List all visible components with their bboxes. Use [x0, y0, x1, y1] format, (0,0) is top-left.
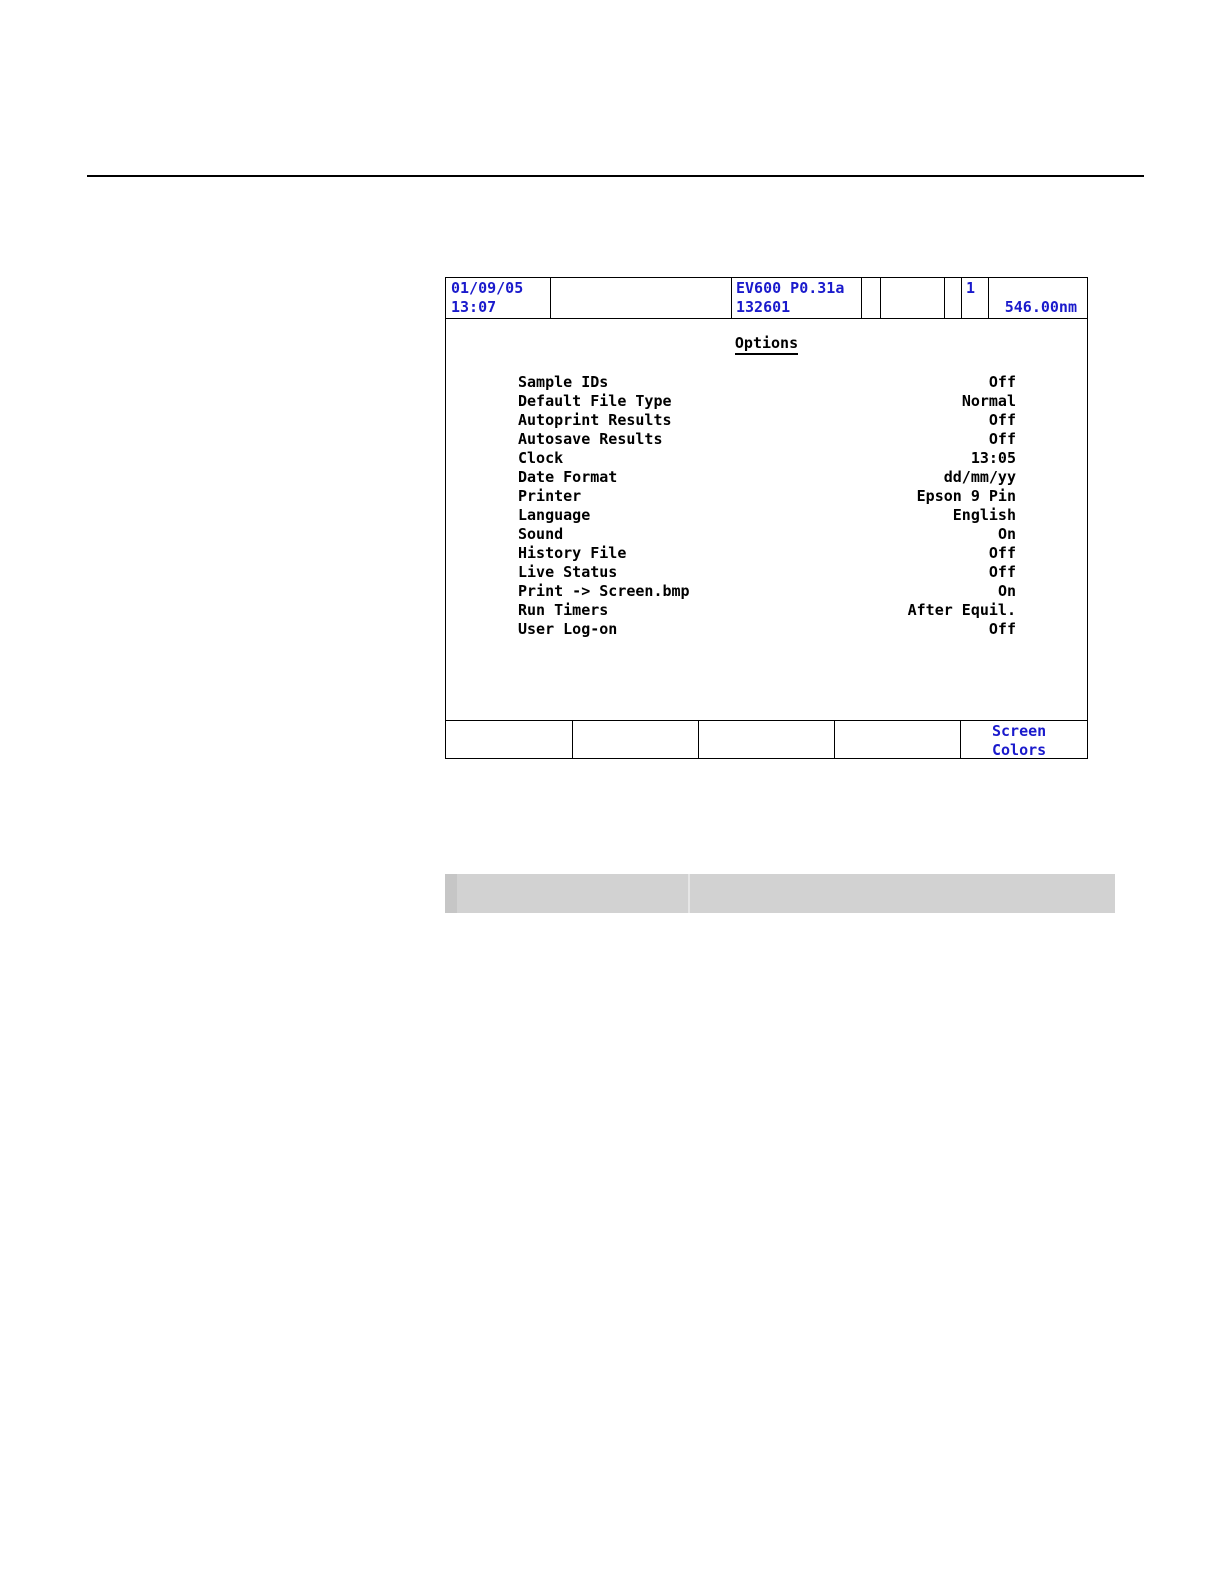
option-label: Sound [518, 525, 564, 543]
header-wavelength-cell [989, 278, 1087, 318]
option-row-history-file[interactable] [518, 544, 1016, 563]
option-value: On [997, 525, 1016, 543]
option-row-clock[interactable] [518, 449, 1016, 468]
header-date: 01/09/05 [451, 279, 524, 297]
page-title [446, 334, 1087, 352]
softkey-3[interactable] [699, 721, 835, 758]
header-cell-number [962, 278, 989, 318]
header-instrument-version: EV600 P0.31a [736, 279, 845, 297]
table-header-bar [445, 874, 1115, 913]
option-label: Date Format [518, 468, 618, 486]
option-row-printer[interactable] [518, 487, 1016, 506]
option-label: Live Status [518, 563, 618, 581]
option-label: User Log-on [518, 620, 618, 638]
option-value: Off [988, 544, 1016, 562]
option-row-live-status[interactable] [518, 563, 1016, 582]
softkey-label-line1: Screen [992, 722, 1047, 740]
option-label: Printer [518, 487, 582, 505]
header-blank-cell [551, 278, 732, 318]
softkey-2[interactable] [573, 721, 699, 758]
header-serial-number: 132601 [736, 298, 791, 316]
header-datetime-cell [446, 278, 551, 318]
option-value: 13:05 [970, 449, 1016, 467]
option-label: Autosave Results [518, 430, 663, 448]
option-label: History File [518, 544, 627, 562]
softkey-label-line2: Colors [992, 741, 1047, 759]
option-label: Autoprint Results [518, 411, 672, 429]
option-row-autosave-results[interactable] [518, 430, 1016, 449]
option-value: On [997, 582, 1016, 600]
option-value: Normal [961, 392, 1016, 410]
header-time: 13:07 [451, 298, 497, 316]
option-value: Off [988, 620, 1016, 638]
option-value: Off [988, 411, 1016, 429]
option-row-run-timers[interactable] [518, 601, 1016, 620]
option-value: English [952, 506, 1016, 524]
header-indicator-cell-2 [881, 278, 945, 318]
option-label: Sample IDs [518, 373, 609, 391]
table-header-separator [688, 874, 690, 913]
option-row-sample-ids[interactable] [518, 373, 1016, 392]
option-value: dd/mm/yy [943, 468, 1016, 486]
option-row-user-log-on[interactable] [518, 620, 1016, 639]
table-header-lead [445, 874, 457, 913]
option-value: Epson 9 Pin [916, 487, 1016, 505]
option-label: Print -> Screen.bmp [518, 582, 690, 600]
softkey-4[interactable] [835, 721, 961, 758]
cell-number-value: 1 [966, 279, 976, 297]
screen-colors-softkey[interactable] [961, 721, 1087, 758]
option-row-sound[interactable] [518, 525, 1016, 544]
page-top-rule [87, 175, 1144, 177]
header-indicator-cell-3 [945, 278, 962, 318]
header-divider [446, 318, 1087, 319]
option-label: Run Timers [518, 601, 609, 619]
option-value: Off [988, 563, 1016, 581]
wavelength-value: 546.00nm [1004, 298, 1077, 316]
option-row-print-screen[interactable] [518, 582, 1016, 601]
header-indicator-cell-1 [862, 278, 881, 318]
softkey-1[interactable] [446, 721, 573, 758]
instrument-screen [445, 277, 1088, 759]
option-label: Language [518, 506, 591, 524]
option-value: Off [988, 373, 1016, 391]
header-instrument-cell [732, 278, 862, 318]
option-value: Off [988, 430, 1016, 448]
option-value: After Equil. [907, 601, 1016, 619]
option-row-default-file-type[interactable] [518, 392, 1016, 411]
option-label: Clock [518, 449, 564, 467]
option-row-autoprint-results[interactable] [518, 411, 1016, 430]
option-row-date-format[interactable] [518, 468, 1016, 487]
page-title-text: Options [735, 334, 798, 355]
option-row-language[interactable] [518, 506, 1016, 525]
option-label: Default File Type [518, 392, 672, 410]
